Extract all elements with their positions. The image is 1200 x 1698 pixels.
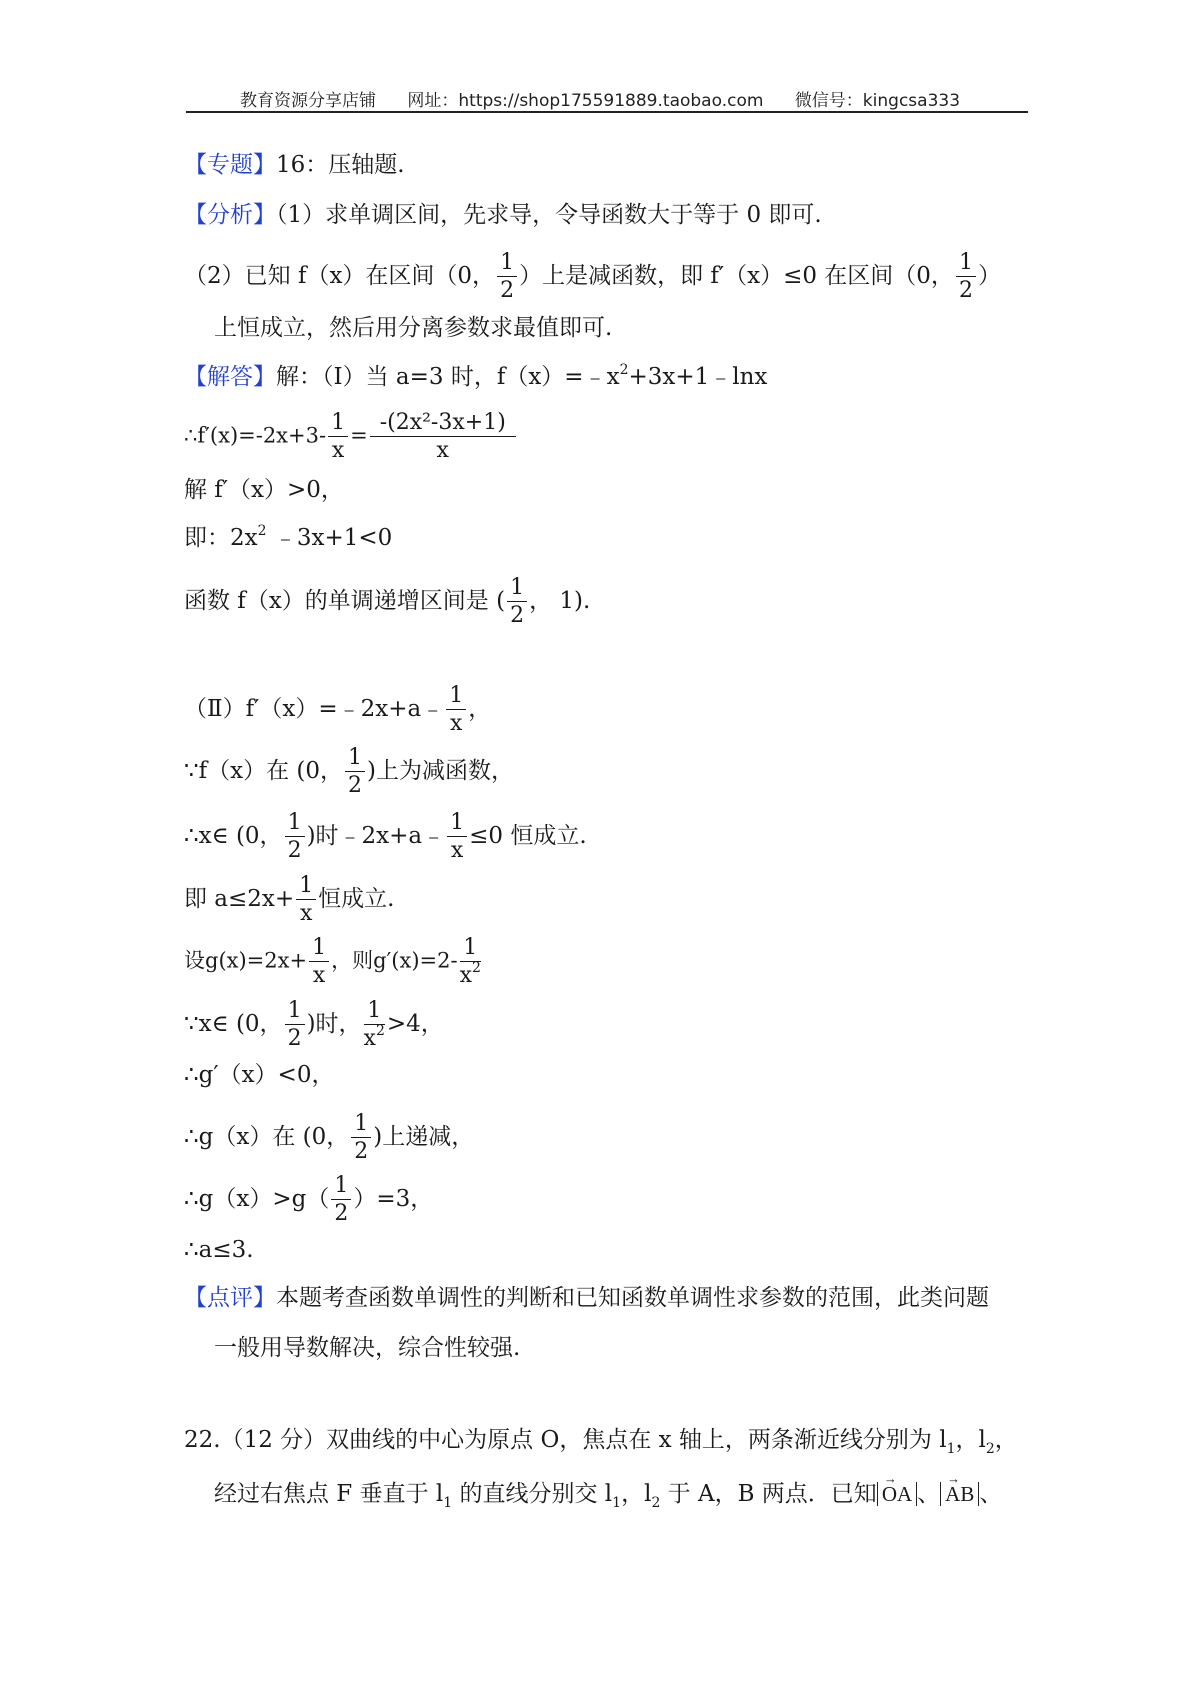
fraction-one-over-x: $\frac{1}{x}$ (296, 875, 316, 925)
solution-tag: 【解答】 (184, 364, 276, 390)
comment-line-1: 【点评】本题考查函数单调性的判断和已知函数单调性求参数的范围，此类问题 (184, 1285, 989, 1311)
fraction-one-over-x-squared: $\frac{1}{x^2}$ (459, 935, 481, 988)
part2-line-7: ∴g′（x）<0， (184, 1062, 335, 1088)
topic-text: 16：压轴题. (276, 152, 405, 178)
fraction-one-over-x: $\frac{1}{x}$ (447, 812, 467, 862)
vector-ab-magnitude: → AB (940, 1482, 979, 1506)
fraction-half: $\frac{1}{2}$ (351, 1113, 371, 1163)
comment-line-2: 一般用导数解决，综合性较强. (214, 1335, 521, 1361)
analysis-tag: 【分析】 (184, 202, 276, 228)
solution-line-4: 即：$2x^2$ ﹣3x+1<0 (184, 523, 393, 551)
solution-line-3: 解 f′（x）>0， (184, 477, 344, 503)
question-22-line-1: 22.（12 分）双曲线的中心为原点 O，焦点在 x 轴上，两条渐近线分别为 $l_1$，$l_2$， (184, 1427, 1018, 1457)
comment-tag: 【点评】 (184, 1285, 276, 1311)
part2-line-5: 设g(x)=2x+ $\frac{1}{x}$ ，则g′(x)=2- $\frac{1}{x^2}$ (184, 935, 481, 988)
fraction-half: $\frac{1}{2}$ (345, 747, 365, 797)
topic-tag: 【专题】 (184, 152, 276, 178)
header-shop: 教育资源分享店铺 (239, 91, 376, 111)
derivative-line: ∴f′(x)=-2x+3- $\frac{1}{x}$ = $\frac{\text{-(2x²-3x+1)}}{x}$ (184, 412, 518, 462)
solution-line-5: 函数 f（x）的单调递增区间是 ( $\frac{1}{2}$ ， 1). (184, 575, 591, 628)
header-wechat: 微信号：kingcsa333 (794, 91, 961, 111)
fraction-half: $\frac{1}{2}$ (331, 1175, 351, 1225)
fraction-half: $\frac{1}{2}$ (285, 812, 305, 862)
fraction-half: $\frac{1}{2}$ (956, 252, 976, 302)
header-url: 网址：https://shop175591889.taobao.com (407, 91, 764, 111)
part2-line-4: 即 a≤2x+ $\frac{1}{x}$ 恒成立. (184, 873, 395, 926)
question-22-line-2: 经过右焦点 F 垂直于 $l_1$ 的直线分别交 $l_1$，$l_2$ 于 A，B 两点．已知→ OA 、→ AB 、 (214, 1479, 1002, 1509)
analysis-line-1: 【分析】（1）求单调区间，先求导，令导函数大于等于 0 即可. (184, 202, 822, 228)
analysis-line-2: （2）已知 f（x）在区间（0， $\frac{1}{2}$ ）上是减函数，即 f′（x）≤0 在区间（0， $\frac{1}{2}$ ） (184, 250, 1001, 303)
part2-line-1: （Ⅱ）f′（x）=﹣2x+a﹣ $\frac{1}{x}$ ， (184, 683, 492, 736)
topic-line (184, 150, 405, 180)
fraction-half: $\frac{1}{2}$ (507, 577, 527, 627)
solution-line-1: 【解答】解：（Ⅰ）当 a=3 时，$f(x)=﹣x^2+3x+1﹣\ln x$ (184, 362, 768, 390)
part2-line-8: ∴g（x）在 (0， $\frac{1}{2}$ )上递减， (184, 1111, 475, 1164)
fraction-one-over-x: $\frac{1}{x}$ (309, 937, 329, 987)
part2-line-10: ∴a≤3. (184, 1237, 254, 1263)
vector-oa-magnitude: → OA (877, 1482, 917, 1506)
fraction-half: $\frac{1}{2}$ (497, 252, 517, 302)
analysis-line-3: 上恒成立，然后用分离参数求最值即可. (214, 315, 613, 341)
header-rule (186, 111, 1028, 113)
fraction-derivative: $\frac{\text{-(2x²-3x+1)}}{x}$ (370, 412, 516, 462)
page-header (0, 86, 1200, 111)
fraction-one-over-x: $\frac{1}{x}$ (328, 412, 348, 462)
fraction-half: $\frac{1}{2}$ (285, 1000, 305, 1050)
part2-line-6: ∵x∈ (0， $\frac{1}{2}$ )时， $\frac{1}{x^2}$ >4， (184, 998, 444, 1051)
part2-line-3: ∴x∈ (0， $\frac{1}{2}$ )时﹣2x+a﹣ $\frac{1}{x}$ ≤0 恒成立. (184, 810, 587, 863)
part2-line-9: ∴g（x）>g（ $\frac{1}{2}$ ）=3， (184, 1173, 434, 1226)
fraction-one-over-x: $\frac{1}{x}$ (446, 685, 466, 735)
fraction-one-over-x-squared: $\frac{1}{x^2}$ (363, 998, 385, 1051)
part2-line-2: ∵f（x）在 (0， $\frac{1}{2}$ )上为减函数， (184, 745, 515, 798)
